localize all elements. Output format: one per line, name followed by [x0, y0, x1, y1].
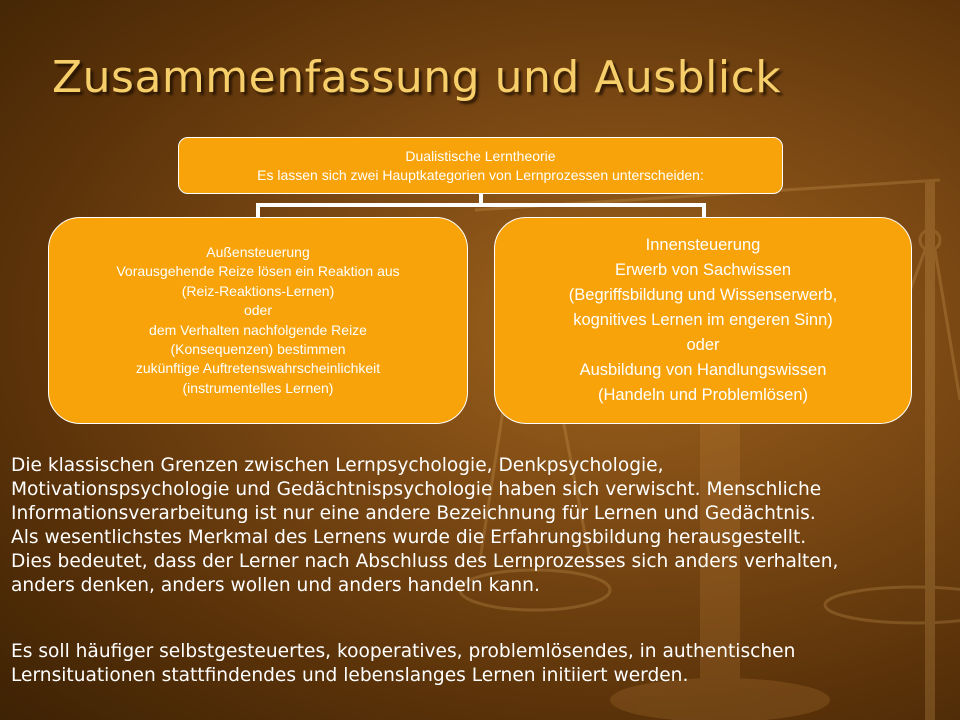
- left-box-line: Außensteuerung: [206, 243, 310, 260]
- right-box-line: Innensteuerung: [645, 236, 761, 254]
- left-box-line: dem Verhalten nachfolgende Reize: [149, 321, 367, 338]
- slide-title: Zusammenfassung und Ausblick: [52, 52, 782, 103]
- connector-left: [256, 203, 260, 218]
- root-box-line: Dualistische Lerntheorie: [405, 147, 556, 164]
- left-box-line: zukünftige Auftretenswahrscheinlichkeit: [135, 360, 381, 377]
- paragraph-line: anders denken, anders wollen und anders handeln kann.: [11, 575, 540, 596]
- right-box-line: Ausbildung von Handlungswissen: [579, 361, 827, 379]
- diagram-left-box-aussensteuerung: [48, 217, 468, 424]
- paragraph-line: Lernsituationen stattfindendes und lebenslanges Lernen initiiert werden.: [11, 665, 689, 686]
- left-box-line: (Konsequenzen) bestimmen: [170, 340, 346, 357]
- left-box-line: (instrumentelles Lernen): [182, 379, 334, 396]
- right-box-line: oder: [686, 336, 720, 354]
- right-box-line: Erwerb von Sachwissen: [614, 261, 792, 279]
- paragraph-line: Motivationspsychologie und Gedächtnispsychologie haben sich verwischt. Menschliche: [11, 479, 822, 500]
- paragraph-line: Dies bedeutet, dass der Lerner nach Abschluss des Lernprozesses sich anders verhalten,: [11, 551, 839, 572]
- paragraph-line: Es soll häufiger selbstgesteuertes, kooperatives, problemlösendes, in authentischen: [11, 641, 796, 662]
- right-box-line: (Handeln und Problemlösen): [597, 386, 809, 404]
- paragraph-line: Die klassischen Grenzen zwischen Lernpsychologie, Denkpsychologie,: [11, 455, 664, 476]
- root-box-line: Es lassen sich zwei Hauptkategorien von Lernprozessen unterscheiden:: [257, 166, 704, 183]
- connector-right: [702, 203, 706, 218]
- left-box-line: (Reiz-Reaktions-Lernen): [181, 282, 335, 299]
- diagram-root-box: [178, 137, 783, 194]
- right-box-line: kognitives Lernen im engeren Sinn): [573, 311, 833, 329]
- left-box-line: oder: [243, 302, 273, 319]
- summary-paragraph: [11, 454, 951, 598]
- paragraph-line: Informationsverarbeitung ist nur eine andere Bezeichnung für Lernen und Gedächtnis.: [11, 503, 816, 524]
- outlook-paragraph: [11, 640, 951, 688]
- paragraph-line: Als wesentlichstes Merkmal des Lernens wurde die Erfahrungsbildung herausgestellt.: [11, 527, 807, 548]
- left-box-line: Vorausgehende Reize lösen ein Reaktion aus: [116, 263, 400, 280]
- diagram-right-box-innensteuerung: [494, 217, 912, 424]
- right-box-line: (Begriffsbildung und Wissenserwerb,: [568, 286, 838, 304]
- connector-horizontal: [256, 203, 706, 207]
